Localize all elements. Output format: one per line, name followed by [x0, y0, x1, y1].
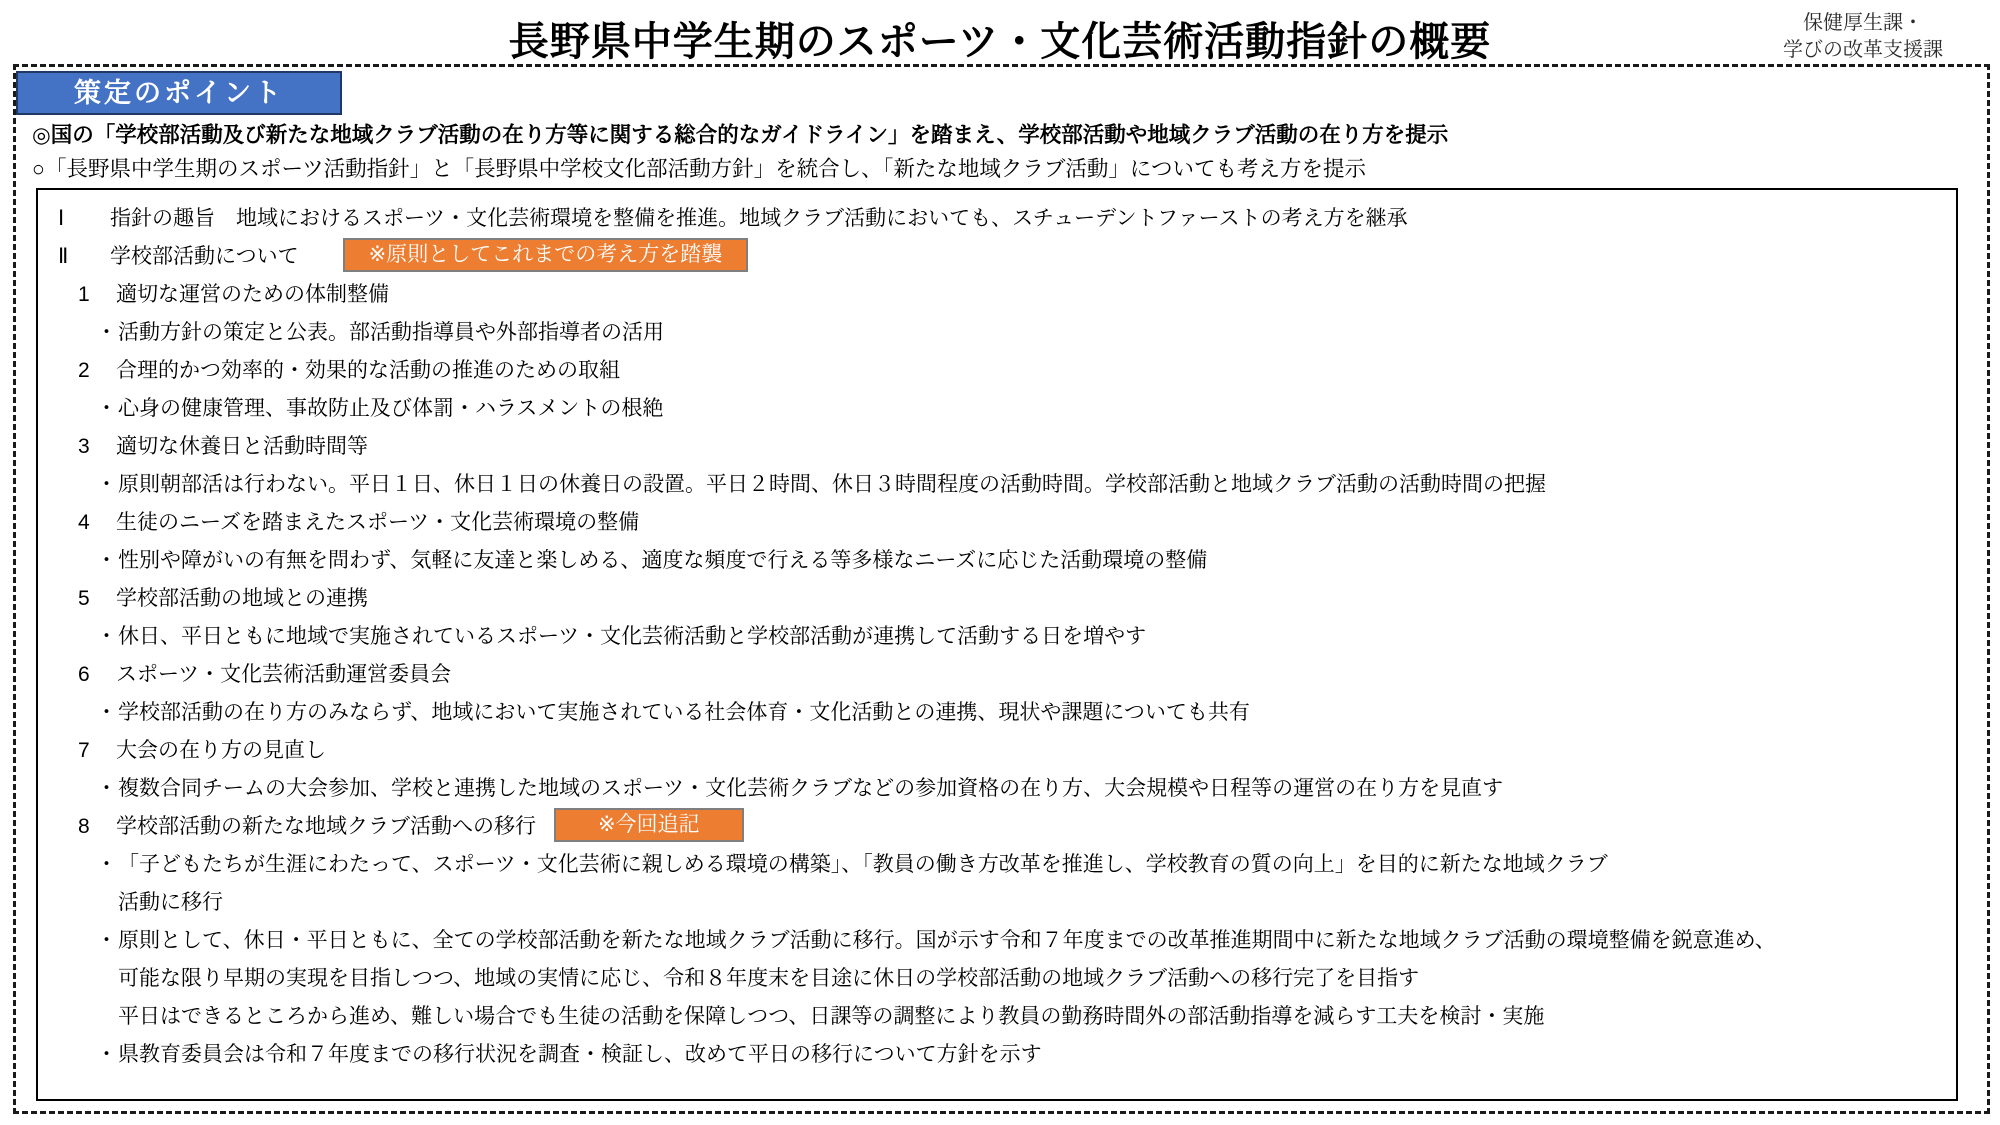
line-marker: 3: [78, 435, 90, 458]
content-line: [38, 884, 1956, 922]
highlight-badge: ※今回追記: [554, 808, 744, 842]
content-line: [38, 846, 1956, 884]
page-title: 長野県中学生期のスポーツ・文化芸術活動指針の概要: [508, 20, 1492, 64]
content-line: [38, 238, 1956, 276]
line-text: 学校部活動について: [110, 245, 299, 268]
line-marker: ・: [96, 321, 117, 344]
line-marker: ・: [96, 777, 117, 800]
line-text: 学校部活動の新たな地域クラブ活動への移行: [116, 815, 536, 838]
content-line: [38, 694, 1956, 732]
content-line: [38, 276, 1956, 314]
summary-line-integration: ○「長野県中学生期のスポーツ活動指針」と「長野県中学校文化部活動方針」を統合し、「新たな地域クラブ活動」についても考え方を提示: [32, 157, 1366, 181]
line-text: 原則朝部活は行わない。平日１日、休日１日の休養日の設置。平日２時間、休日３時間程度の活動時間。学校部活動と地域クラブ活動の活動時間の把握: [118, 473, 1546, 496]
line-marker: ・: [96, 853, 117, 876]
content-line: [38, 466, 1956, 504]
content-line: [38, 960, 1956, 998]
line-text: 活動に移行: [118, 891, 223, 914]
content-line: [38, 998, 1956, 1036]
summary-line-national-guideline: ◎国の「学校部活動及び新たな地域クラブ活動の在り方等に関する総合的なガイドライン」を踏まえ、学校部活動や地域クラブ活動の在り方を提示: [32, 123, 1449, 147]
line-text: 心身の健康管理、事故防止及び体罰・ハラスメントの根絶: [118, 397, 664, 420]
line-text: 大会の在り方の見直し: [116, 739, 326, 762]
line-marker: ・: [96, 397, 117, 420]
line-text: 合理的かつ効率的・効果的な活動の推進のための取組: [116, 359, 620, 382]
content-line: [38, 922, 1956, 960]
department-line-1: 保健厚生課・: [1803, 12, 1923, 34]
content-line: [38, 428, 1956, 466]
line-marker: 4: [78, 511, 90, 534]
line-text: 生徒のニーズを踏まえたスポーツ・文化芸術環境の整備: [116, 511, 640, 534]
content-line: [38, 770, 1956, 808]
line-marker: ・: [96, 929, 117, 952]
points-heading: 策定のポイント: [16, 71, 342, 115]
line-marker: Ⅱ: [58, 245, 69, 268]
line-marker: 1: [78, 283, 90, 306]
line-marker: ・: [96, 701, 117, 724]
line-marker: ・: [96, 625, 117, 648]
line-text: 適切な休養日と活動時間等: [116, 435, 368, 458]
line-text: 性別や障がいの有無を問わず、気軽に友達と楽しめる、適度な頻度で行える等多様なニーズに応じた活動環境の整備: [118, 549, 1208, 572]
line-marker: 8: [78, 815, 90, 838]
line-text: 指針の趣旨 地域におけるスポーツ・文化芸術環境を整備を推進。地域クラブ活動においても、スチューデントファーストの考え方を継承: [110, 207, 1408, 230]
line-text: 複数合同チームの大会参加、学校と連携した地域のスポーツ・文化芸術クラブなどの参加資格の在り方、大会規模や日程等の運営の在り方を見直す: [118, 777, 1504, 800]
department-label: [1748, 10, 1978, 64]
content-line: [38, 656, 1956, 694]
content-line: [38, 580, 1956, 618]
line-text: 県教育委員会は令和７年度までの移行状況を調査・検証し、改めて平日の移行について方針を示す: [118, 1043, 1042, 1066]
line-marker: 5: [78, 587, 90, 610]
line-marker: ・: [96, 549, 117, 572]
line-marker: 7: [78, 739, 90, 762]
content-line: [38, 732, 1956, 770]
content-line: [38, 618, 1956, 656]
line-text: 原則として、休日・平日ともに、全ての学校部活動を新たな地域クラブ活動に移行。国が示す令和７年度までの改革推進期間中に新たな地域クラブ活動の環境整備を鋭意進め、: [118, 929, 1776, 952]
content-line: [38, 200, 1956, 238]
line-marker: ・: [96, 473, 117, 496]
content-line: [38, 504, 1956, 542]
line-marker: Ⅰ: [58, 207, 65, 230]
content-line: [38, 808, 1956, 846]
guideline-lines: [38, 200, 1956, 1074]
highlight-badge: ※原則としてこれまでの考え方を踏襲: [343, 238, 749, 272]
content-line: [38, 542, 1956, 580]
content-line: [38, 352, 1956, 390]
content-line: [38, 1036, 1956, 1074]
line-marker: 6: [78, 663, 90, 686]
line-text: 平日はできるところから進め、難しい場合でも生徒の活動を保障しつつ、日課等の調整により教員の勤務時間外の部活動指導を減らす工夫を検討・実施: [118, 1005, 1545, 1028]
line-text: 学校部活動の地域との連携: [116, 587, 368, 610]
line-text: 適切な運営のための体制整備: [116, 283, 389, 306]
line-marker: ・: [96, 1043, 117, 1066]
line-text: 可能な限り早期の実現を目指しつつ、地域の実情に応じ、令和８年度末を目途に休日の学校部活動の地域クラブ活動への移行完了を目指す: [118, 967, 1420, 990]
line-marker: 2: [78, 359, 90, 382]
line-text: 「子どもたちが生涯にわたって、スポーツ・文化芸術に親しめる環境の構築」、「教員の働き方改革を推進し、学校教育の質の向上」を目的に新たな地域クラブ: [118, 853, 1608, 876]
summary-section: [32, 118, 1972, 186]
line-text: 休日、平日ともに地域で実施されているスポーツ・文化芸術活動と学校部活動が連携して活動する日を増やす: [118, 625, 1147, 648]
content-line: [38, 390, 1956, 428]
line-text: 学校部活動の在り方のみならず、地域において実施されている社会体育・文化活動との連携、現状や課題についても共有: [118, 701, 1250, 724]
department-line-2: 学びの改革支援課: [1783, 39, 1943, 61]
content-line: [38, 314, 1956, 352]
line-text: 活動方針の策定と公表。部活動指導員や外部指導者の活用: [118, 321, 664, 344]
line-text: スポーツ・文化芸術活動運営委員会: [116, 663, 452, 686]
guideline-content-box: [36, 188, 1958, 1101]
